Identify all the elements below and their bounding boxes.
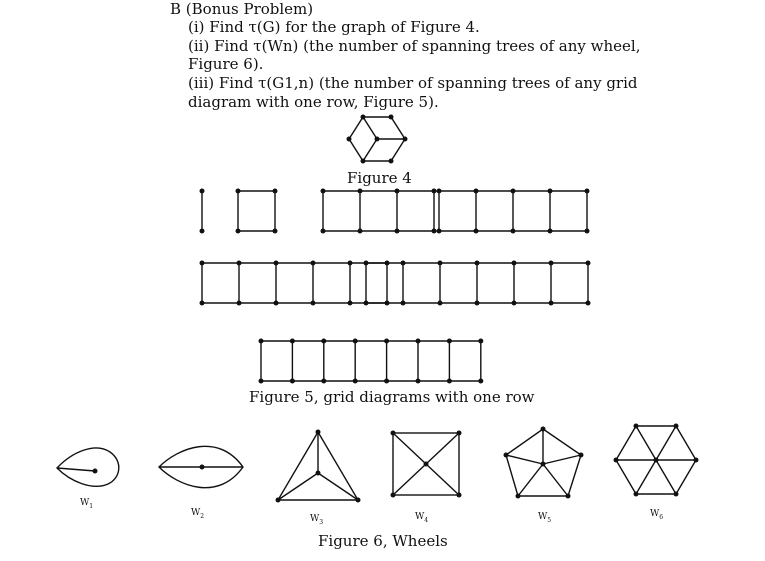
problem-part-3-line-1: (iii) Find τ(G1,n) (the number of spanning trees of any grid xyxy=(188,74,638,92)
wheel-w2 xyxy=(159,446,243,487)
wheel-label-w6: $W_6$ xyxy=(650,509,664,521)
wheel-w1 xyxy=(57,448,119,486)
problem-part-2-line-2: Figure 6). xyxy=(188,55,264,73)
wheel-w5 xyxy=(504,427,584,499)
wheel-w4 xyxy=(391,431,462,498)
figure-4-caption: Figure 4 xyxy=(347,169,412,187)
figure-6-caption: Figure 6, Wheels xyxy=(318,532,448,550)
wheel-label-w4: $W_4$ xyxy=(415,512,429,524)
wheel-label-w1: $W_1$ xyxy=(80,498,94,510)
wheel-w6 xyxy=(614,424,699,497)
problem-heading: B (Bonus Problem) xyxy=(170,0,314,18)
wheel-label-w2: $W_2$ xyxy=(191,508,205,520)
problem-part-2-line-1: (ii) Find τ(Wn) (the number of spanning trees of any wheel, xyxy=(188,37,641,55)
figure-5-caption: Figure 5, grid diagrams with one row xyxy=(249,388,535,406)
wheel-label-w3: $W_3$ xyxy=(310,514,324,526)
wheel-w3 xyxy=(276,430,361,503)
problem-part-1: (i) Find τ(G) for the graph of Figure 4. xyxy=(188,18,480,36)
wheel-label-w5: $W_5$ xyxy=(538,512,552,524)
problem-part-3-line-2: diagram with one row, Figure 5). xyxy=(188,93,439,111)
